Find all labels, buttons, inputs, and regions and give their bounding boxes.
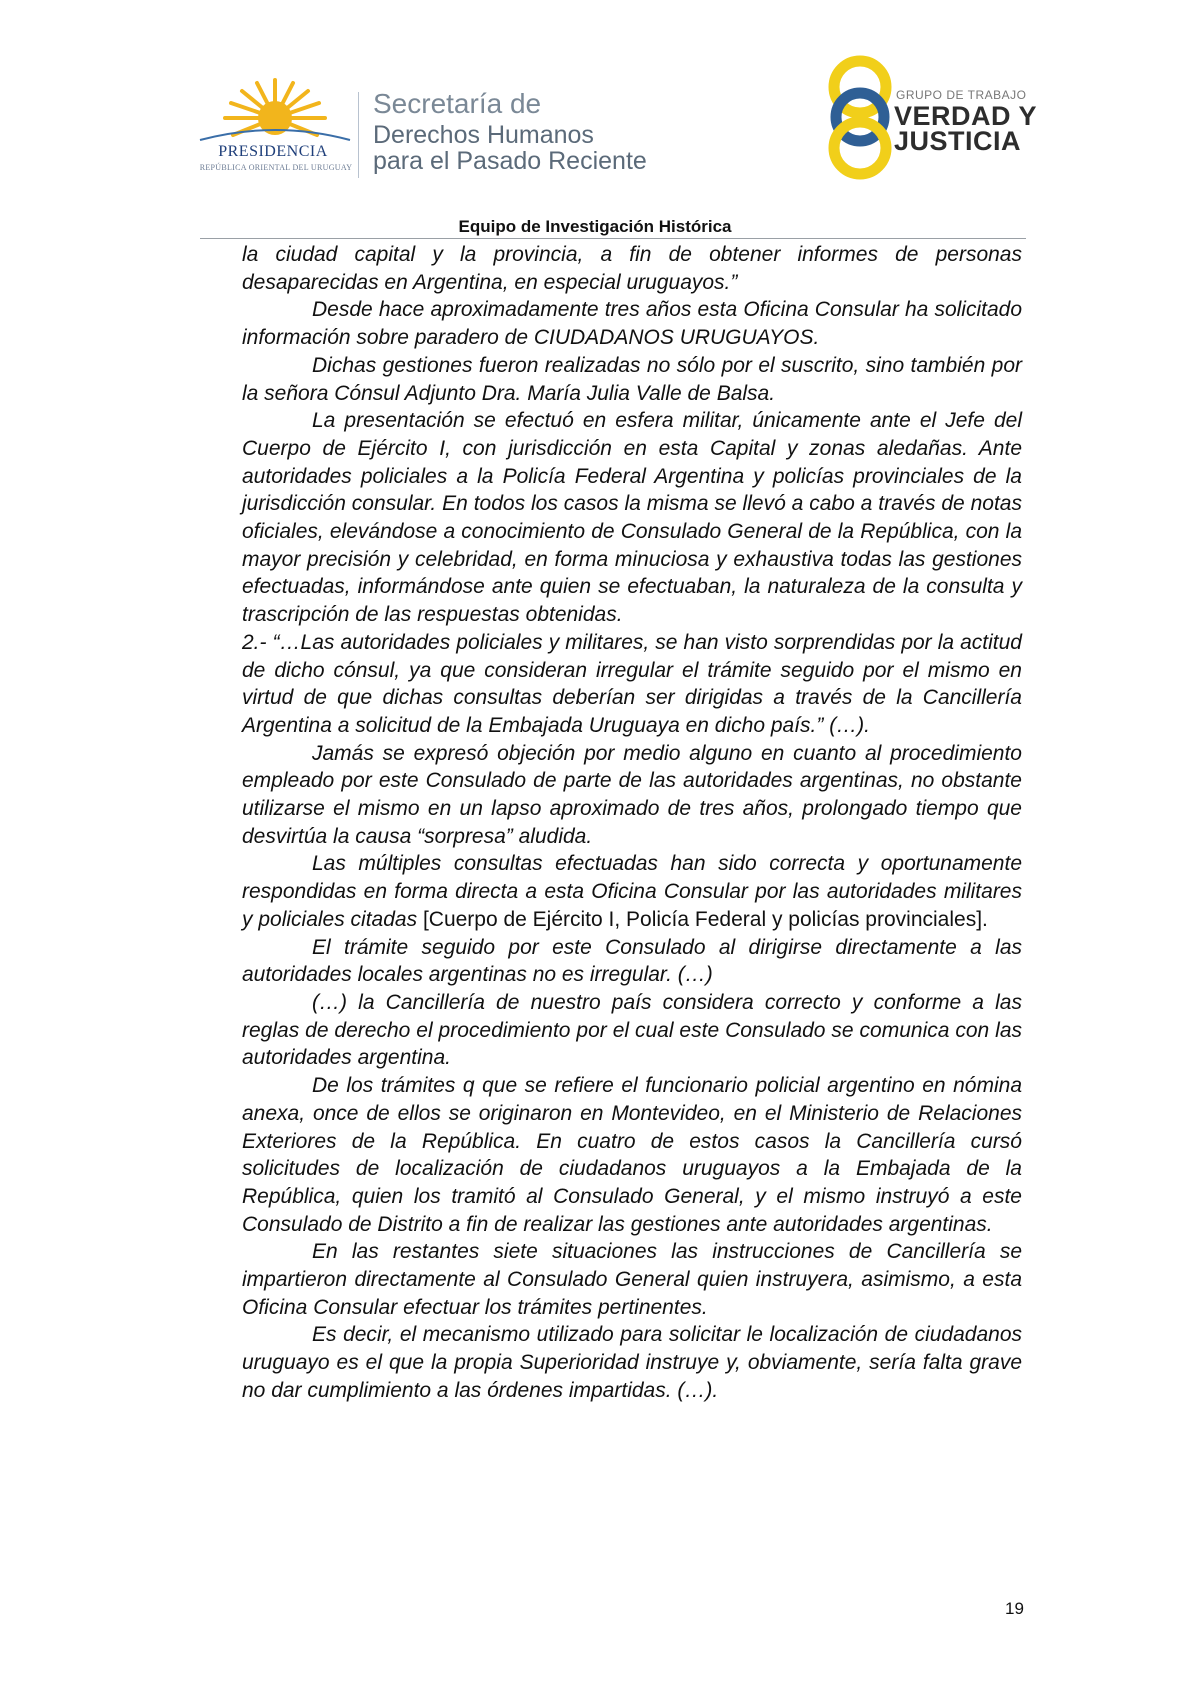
secretaria-title: Secretaría de [373,88,542,119]
paragraph-12: Es decir, el mecanismo utilizado para solicitar le localización de ciudadanos uruguayo es el que la propia Superioridad instruye y, obviamente, sería falta grave no dar cumplimiento a las órdenes impartidas. (…). [242,1323,1022,1402]
paragraph-4: La presentación se efectuó en esfera militar, únicamente ante el Jefe del Cuerpo de Ejército I, con jurisdicción en esta Capital y zonas aledañas. Ante autoridades policiales a la Policía Federal Argentina y policías provinciales de la jurisdicción consular. En todos los casos la misma se llevó a cabo a través de notas oficiales, elevándose a conocimiento de Consulado General de la República, con la mayor precisión y celebridad, en forma minuciosa y exhaustiva todas las gestiones efectuadas, informándose ante quien se efectuaban, la naturaleza de la consulta y trascripción de las respuestas obtenidas. [242,409,1022,627]
paragraph-9: (…) la Cancillería de nuestro país considera correcto y conforme a las reglas de derecho el procedimiento por el cual este Consulado se comunica con las autoridades argentina. [242,990,1022,1070]
paragraph-8: El trámite seguido por este Consulado al dirigirse directamente a las autoridades locales argentinas no es irregular. (…) [242,935,1022,987]
paragraph-10: De los trámites q que se refiere el funcionario policial argentino en nómina anexa, once de ellos se originaron en Montevideo, en el Ministerio de Relaciones Exteriores de la República. En cuatro de estos casos la Cancillería cursó solicitudes de localización de ciudadanos uruguayos a la Embajada de la República, quien los tramitó al Consulado General, y el mismo instruyó a este Consulado de Distrito a fin de realizar las gestiones ante autoridades argentinas. [242,1074,1022,1236]
paragraph-3: Dichas gestiones fueron realizadas no sólo por el suscrito, sino también por la señora Cónsul Adjunto Dra. María Julia Valle de Balsa. [242,353,1022,405]
secretaria-line-2: para el Pasado Reciente [373,147,647,175]
verdad-y-label: VERDAD Y [894,101,1038,131]
presidencia-subtitle: REPÚBLICA ORIENTAL DEL URUGUAY [199,163,353,172]
paragraph-2: Desde hace aproximadamente tres años esta Oficina Consular ha solicitado información sobre paradero de CIUDADANOS URUGUAYOS. [242,298,1022,350]
logo-divider [358,92,359,178]
document-body [242,241,1022,1405]
secretaria-line-1: Derechos Humanos [373,121,594,149]
page-number: 19 [1005,1599,1024,1618]
paragraph-6: Jamás se expresó objeción por medio alguno en cuanto al procedimiento empleado por este Consulado de parte de las autoridades argentinas, no obstante utilizarse el mismo en un lapso aproximado de tres años, prolongado tiempo que desvirtúa la causa “sorpresa” aludida. [242,741,1022,848]
team-label: Equipo de Investigación Histórica [458,217,732,236]
paragraph-1: la ciudad capital y la provincia, a fin de obtener informes de personas desaparecidas en Argentina, en especial uruguayos.” [242,243,1022,294]
presidencia-name: PRESIDENCIA [218,143,328,160]
paragraph-7-text: Las múltiples consultas efectuadas han sido correcta y oportunamente respondidas en forma directa a esta Oficina Consular por las autoridades militares y policiales citadas [242,852,1022,931]
paragraph-7 [242,850,1022,933]
paragraph-5: 2.- “…Las autoridades policiales y militares, se han visto sorprendidas por la actitud de dicho cónsul, ya que consideran irregular el trámite seguido por el mismo en virtud de que dichas consultas deberían ser dirigidas a través de la Cancillería Argentina a solicitud de la Embajada Uruguaya en dicho país.” (…). [242,630,1022,737]
editorial-bracket-note: [Cuerpo de Ejército I, Policía Federal y policías provinciales]. [422,907,988,931]
justicia-label: JUSTICIA [894,126,1022,156]
vj-ring-bottom [834,122,886,174]
grupo-de-trabajo-label: GRUPO DE TRABAJO [896,88,1027,102]
verdad-justicia-logo [820,55,900,180]
header-rule [200,238,1026,239]
paragraph-11: En las restantes siete situaciones las instrucciones de Cancillería se impartieron directamente al Consulado General quien instruyera, asimismo, a esta Oficina Consular efectuar los trámites pertinentes. [242,1240,1022,1319]
page-header [0,0,1190,236]
